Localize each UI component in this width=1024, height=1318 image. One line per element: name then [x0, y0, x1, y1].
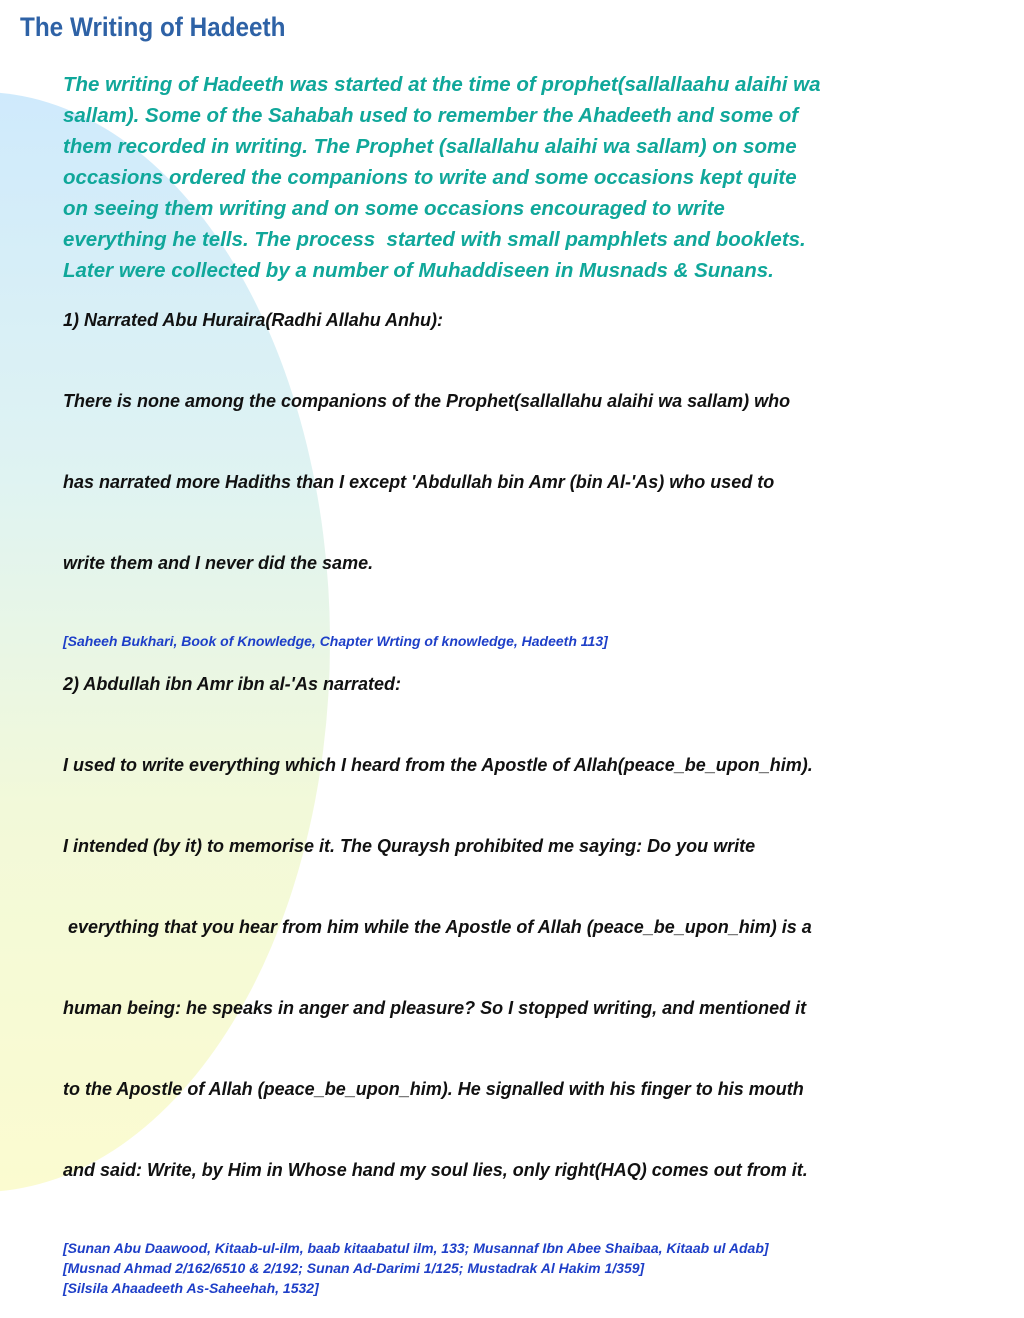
intro-line: occasions ordered the companions to write and some occasions kept quite [63, 166, 797, 189]
hadith-2-line: to the Apostle of Allah (peace_be_upon_him). He signalled with his finger to his mouth [63, 1079, 804, 1099]
intro-paragraph [63, 69, 1023, 286]
slide-title: The Writing of Hadeeth [20, 12, 286, 42]
intro-line: sallam). Some of the Sahabah used to remember the Ahadeeth and some of [63, 104, 799, 127]
hadith-2-block [63, 671, 1023, 1298]
hadith-1-reference: [Saheeh Bukhari, Book of Knowledge, Chapter Wrting of knowledge, Hadeeth 113] [63, 633, 608, 649]
intro-line: Later were collected by a number of Muhaddiseen in Musnads & Sunans. [63, 259, 774, 282]
intro-line: on seeing them writing and on some occasions encouraged to write [63, 197, 725, 220]
intro-line: them recorded in writing. The Prophet (sallallahu alaihi wa sallam) on some [63, 135, 797, 158]
hadith-2-reference: [Silsila Ahaadeeth As-Saheehah, 1532] [63, 1280, 319, 1296]
hadith-2-text [63, 698, 1023, 1238]
hadith-2-line: human being: he speaks in anger and pleasure? So I stopped writing, and mentioned it [63, 998, 807, 1018]
hadith-2-reference: [Sunan Abu Daawood, Kitaab-ul-ilm, baab kitaabatul ilm, 133; Musannaf Ibn Abee Shaibaa, Kitaab ul Adab] [63, 1240, 769, 1256]
hadith-2-line: and said: Write, by Him in Whose hand my soul lies, only right(HAQ) comes out from it. [63, 1160, 808, 1180]
hadith-2-line: everything that you hear from him while the Apostle of Allah (peace_be_upon_him) is a [63, 917, 812, 937]
hadith-1-narrator: 1) Narrated Abu Huraira(Radhi Allahu Anhu): [63, 310, 444, 330]
intro-line: The writing of Hadeeth was started at the time of prophet(sallallaahu alaihi wa [63, 73, 821, 96]
hadith-1-line: write them and I never did the same. [63, 553, 374, 573]
intro-line: everything he tells. The process started with small pamphlets and booklets. [63, 228, 806, 251]
slide-content [63, 69, 1023, 1318]
hadith-2-line: I intended (by it) to memorise it. The Quraysh prohibited me saying: Do you write [63, 836, 756, 856]
hadith-2-reference: [Musnad Ahmad 2/162/6510 & 2/192; Sunan Ad-Darimi 1/125; Mustadrak Al Hakim 1/359] [63, 1260, 645, 1276]
hadith-1-line: has narrated more Hadiths than I except 'Abdullah bin Amr (bin Al-'As) who used to [63, 472, 775, 492]
hadith-1-block [63, 307, 1023, 651]
hadith-2-narrator: 2) Abdullah ibn Amr ibn al-'As narrated: [63, 674, 401, 694]
hadith-1-line: There is none among the companions of the Prophet(sallallahu alaihi wa sallam) who [63, 391, 791, 411]
hadith-1-text [63, 334, 1023, 631]
hadith-2-line: I used to write everything which I heard from the Apostle of Allah(peace_be_upon_him). [63, 755, 813, 775]
